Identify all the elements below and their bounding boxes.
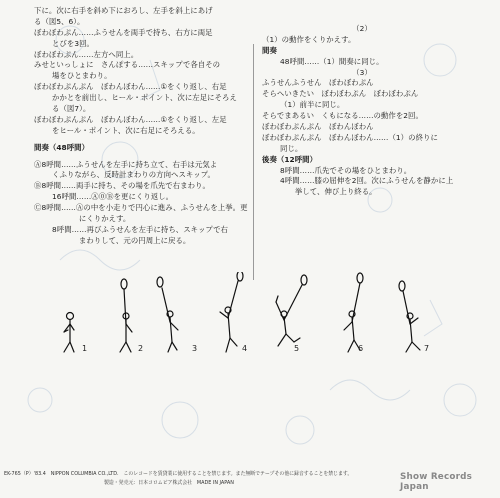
text-line: （1）の動作をくりかえす。 <box>262 34 356 44</box>
lyric-line: ぼわぼわぷんぷん ぼわんぼわん……（1）の終りに <box>262 132 438 142</box>
lyric-line: そらへいきたい ぼわぼわぷん ぼわぼわぷん <box>262 89 419 99</box>
text-line: （1）前半に同じ。 <box>280 100 345 110</box>
text-line: ぼわぼわぷん……ふうせんを両手で持ち、右方に両足 <box>34 27 213 37</box>
lyric-line: ぼわぼわぷんぷん ぼわんぼわん <box>262 122 374 132</box>
text-line: にくりかえす。 <box>64 214 131 224</box>
figure-label: 4 <box>242 344 248 353</box>
figure-label: 7 <box>424 344 430 353</box>
footer-line-2: 製造・発売元：日本コロムビア株式会社 MADE IN JAPAN <box>104 480 234 486</box>
text-line: 48呼間……（1）間奏に同じ。 <box>280 56 384 66</box>
stick-figure-3 <box>157 277 178 352</box>
section-heading: 間奏（48呼間） <box>34 142 90 152</box>
footer-line-1: EK-765（P）'83.4 NIPPON COLUMBIA CO.,LTD. このレコードを賃貸業に使用することを禁じます。また無断でテープその他に録音することを禁じます。 <box>4 471 353 477</box>
figure-label: 5 <box>294 344 300 353</box>
stick-figure-5 <box>276 275 307 346</box>
text-line: Ⓐ8呼間……ふうせんを左手に持ち立て、右手は元気よ <box>34 159 218 169</box>
dance-figures <box>52 272 452 382</box>
stick-figure-2 <box>120 279 132 352</box>
left-text-column <box>34 6 258 247</box>
text-line: ぼわぼわぷんぷん ぼわんぼわん……①をくり返し、右足 <box>34 82 227 92</box>
text-line: 16呼間……Ⓐ⓪Ⓑを更にくり返し。 <box>52 192 174 202</box>
text-line: みせといっしょに さんぽする……スキップで各自その <box>34 60 221 70</box>
text-line: ぼわぼわぷん……左方へ同上。 <box>34 49 139 59</box>
section-number: （3） <box>352 67 372 77</box>
stick-figure-6 <box>344 273 363 352</box>
watermark: Show Records Japan <box>400 472 473 492</box>
text-line: をヒール・ポイント、次に右足にそろえる。 <box>52 125 200 135</box>
section-heading: 後奏（12呼間） <box>262 154 318 164</box>
text-line: 同じ。 <box>280 143 303 153</box>
text-line: 場をひとまわり。 <box>52 71 112 81</box>
text-line: る（図7）。 <box>52 104 91 114</box>
section-heading: 間奏 <box>262 45 277 55</box>
figure-label: 1 <box>82 344 88 353</box>
stick-figure-4 <box>220 272 243 352</box>
lyric-line: ふうせんふうせん ぼわぼわぷん <box>262 78 374 88</box>
text-line: る（図5、6）。 <box>34 16 85 26</box>
text-line: 8呼間……爪先でその場をひとまわり。 <box>280 165 412 175</box>
stick-figure-1 <box>64 313 74 353</box>
text-line: まわりして、元の円周上に戻る。 <box>64 235 191 245</box>
text-line: とびを3回。 <box>52 38 94 48</box>
right-text-column <box>262 6 500 198</box>
figure-label: 2 <box>138 344 144 353</box>
text-line: ぼわぼわぷんぷん ぼわんぼわん……①をくり返し、左足 <box>34 114 227 124</box>
text-line: Ⓑ8呼間……両手に持ち、その場を爪先で右まわり。 <box>34 181 210 191</box>
figure-label: 6 <box>358 344 364 353</box>
text-line: Ⓒ8呼間……Ⓐの中を小走りで円心に進み、ふうせんを上挙。更 <box>34 203 248 213</box>
stick-figure-drawings <box>52 272 452 382</box>
footer-credits <box>4 470 424 488</box>
text-line: かかとを前出し、ヒール・ポイント、次に左足にそろえ <box>52 93 237 103</box>
stick-figure-7 <box>399 281 420 352</box>
text-line: くふりながら、反時計まわりの方向へスキップ。 <box>52 170 215 180</box>
text-line: 下に。次に右手を斜め下におろし、左手を斜上にあげ <box>34 6 213 15</box>
text-line: 4呼間……膝の屈伸を2回。次にふうせんを静かに上 <box>280 176 454 186</box>
lyric-line: そらでまあるい くもになる……の動作を2回。 <box>262 111 423 121</box>
text-line: 8呼間……再びふうせんを左手に持ち、スキップで右 <box>52 224 228 234</box>
text-line: 挙して、伸び上り終る。 <box>280 187 377 197</box>
column-divider <box>253 44 254 280</box>
section-number: （2） <box>352 24 372 33</box>
figure-label: 3 <box>192 344 198 353</box>
